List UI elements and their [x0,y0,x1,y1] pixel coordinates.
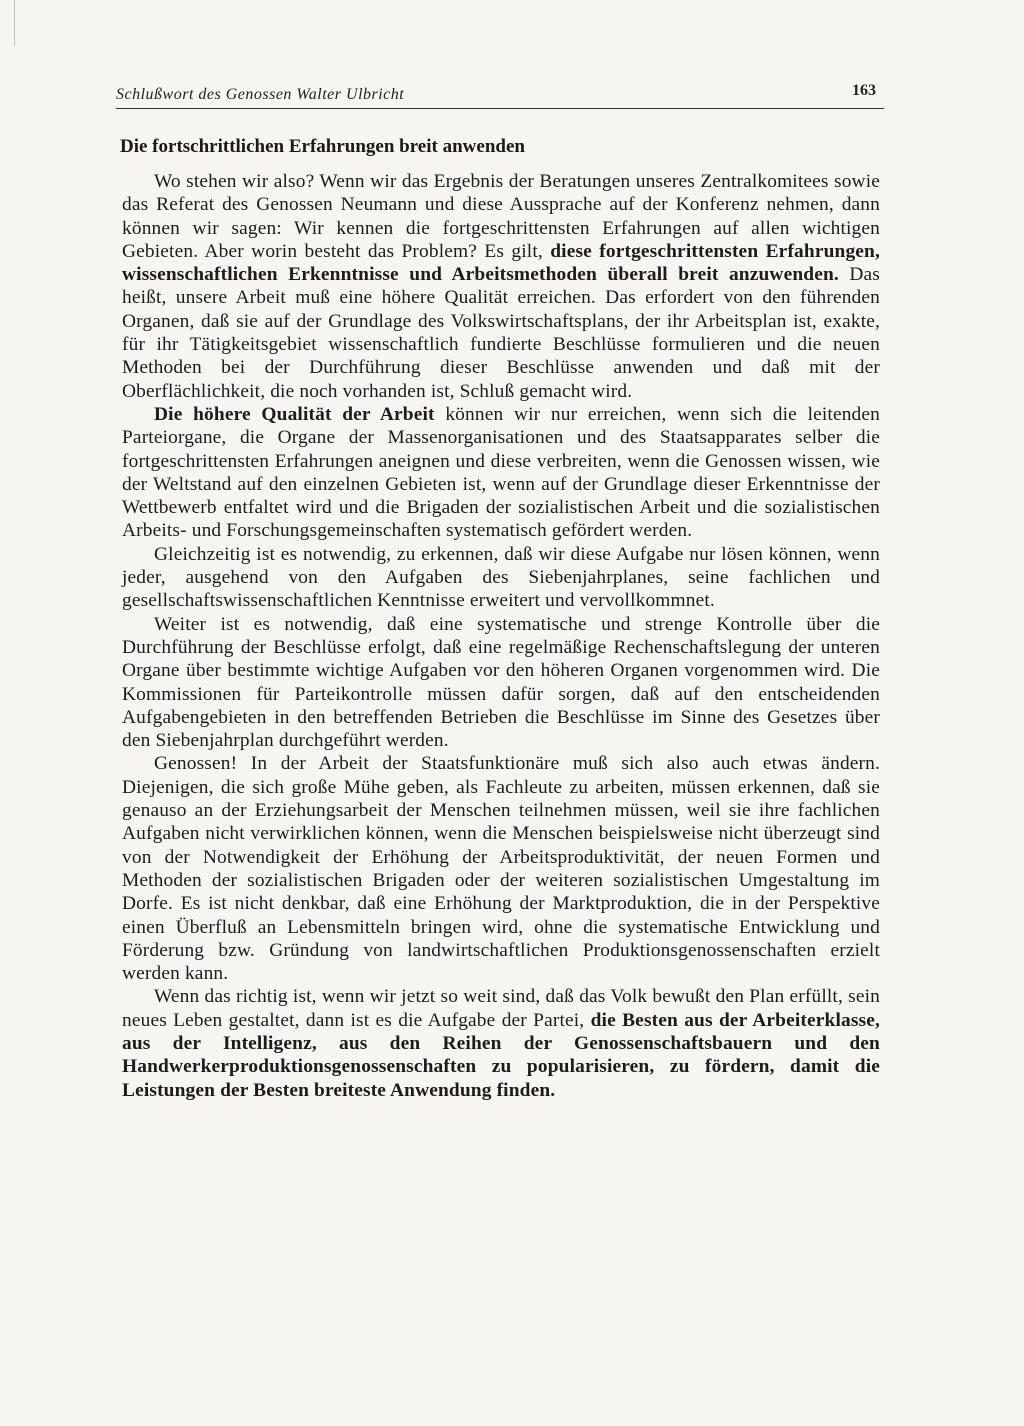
paragraph-4 [122,613,880,753]
paragraph-1-text-b: Das heißt, unsere Arbeit muß eine höhere Qualität erreichen. Das erfordert von den führenden Organen, daß sie auf der Grundlage des Volkswirtschaftsplans, der ihr Arbeitsplan ist, exakte, für ihr Tätigkeitsgebiet wissenschaftlich fundierte Beschlüsse formulieren und die neuen Methoden bei der Durchführung dieser Beschlüsse anwenden und daß mit der Oberflächlichkeit, die noch vorhanden ist, Schluß gemacht wird. [122,264,880,402]
paragraph-3 [122,543,880,613]
paragraph-2 [122,403,880,543]
section-heading: Die fortschrittlichen Erfahrungen breit anwenden [120,136,525,157]
paragraph-2-text: können wir nur erreichen, wenn sich die leitenden Parteiorgane, die Organe der Massenorganisationen und des Staatsapparates selber die fortgeschrittensten Erfahrungen aneignen und diese verbreiten, wenn die Genossen wissen, wie der Weltstand auf den einzelnen Gebieten ist, wenn auf der Grundlage dieser Erkenntnisse der Wettbewerb entfaltet wird und die Brigaden der sozialistischen Arbeit und die sozialistischen Arbeits- und Forschungsgemeinschaften systematisch gefördert werden. [122,403,880,542]
paragraph-1-emphasis: diese fortgeschrittensten Erfahrungen, wissenschaftlichen Erkenntnisse und Arbeitsmethoden überall breit anzuwenden. [122,240,880,286]
page-number: 163 [852,82,876,99]
paragraph-1-text-a: Wo stehen wir also? Wenn wir das Ergebnis der Beratungen unseres Zentralkomitees sowie das Referat des Genossen Neumann und diese Aussprache auf der Konferenz nehmen, dann können wir sagen: Wir kennen die fortgeschrittensten Erfahrungen auf allen wichtigen Gebieten. Aber worin besteht das Problem? Es gilt, [122,171,880,262]
paragraph-6-emphasis: die Besten aus der Arbeiterklasse, aus der Intelligenz, aus den Reihen der Genossenschaftsbauern und den Handwerkerproduktionsgenossenschaften zu popularisieren, zu fördern, damit die Leistungen der Besten breiteste Anwendung finden. [122,1009,880,1101]
paragraph-2-emphasis: Die höhere Qualität der Arbeit [154,403,435,425]
paragraph-6 [122,985,880,1101]
paragraph-6-text: Wenn das richtig ist, wenn wir jetzt so weit sind, daß das Volk bewußt den Plan erfüllt, sein neues Leben gestaltet, dann ist es die Aufgabe der Partei, [122,986,880,1031]
paragraph-3-text: Gleichzeitig ist es notwendig, zu erkennen, daß wir diese Aufgabe nur lösen können, wenn jeder, ausgehend von den Aufgaben des Siebenjahrplanes, seine fachlichen und gesellschaftswissenschaftlichen Kenntnisse erweitert und vervollkommnet. [122,543,880,612]
paragraph-5-text: Genossen! In der Arbeit der Staatsfunktionäre muß sich also auch etwas ändern. Diejenigen, die sich große Mühe geben, als Fachleute zu arbeiten, müssen erkennen, daß sie genauso an der Erziehungsarbeit der Menschen teilnehmen müssen, weil sie ihre fachlichen Aufgaben nicht verwirklichen können, wenn die Menschen beispielsweise nicht überzeugt sind von der Notwendigkeit der Erhöhung der Arbeitsproduktivität, der neuen Formen und Methoden der sozialistischen Brigaden oder der weiteren sozialistischen Umgestaltung im Dorfe. Es ist nicht denkbar, daß eine Erhöhung der Marktproduktion, die in der Perspektive einen Überfluß an Lebensmitteln bringen wird, ohne die systematische Entwicklung und Förderung bzw. Gründung von landwirtschaftlichen Produktionsgenossenschaften erzielt werden kann. [122,753,880,985]
paragraph-5 [122,752,880,985]
paragraph-1 [122,170,880,403]
running-head [116,82,884,109]
paragraph-4-text: Weiter ist es notwendig, daß eine systematische und strenge Kontrolle über die Durchführung der Beschlüsse erfolgt, daß eine regelmäßige Rechenschaftslegung der unteren Organe über bestimmte wichtige Aufgaben vor den höheren Organen vorgenommen wird. Die Kommissionen für Parteikontrolle müssen dafür sorgen, daß auf den entscheidenden Aufgabengebieten in den betreffenden Betrieben die Beschlüsse im Sinne des Gesetzes über den Siebenjahrplan durchgeführt werden. [122,613,880,752]
body-text [122,170,880,1102]
scan-corner-mark [14,0,29,46]
running-head-title: Schlußwort des Genossen Walter Ulbricht [116,86,405,103]
